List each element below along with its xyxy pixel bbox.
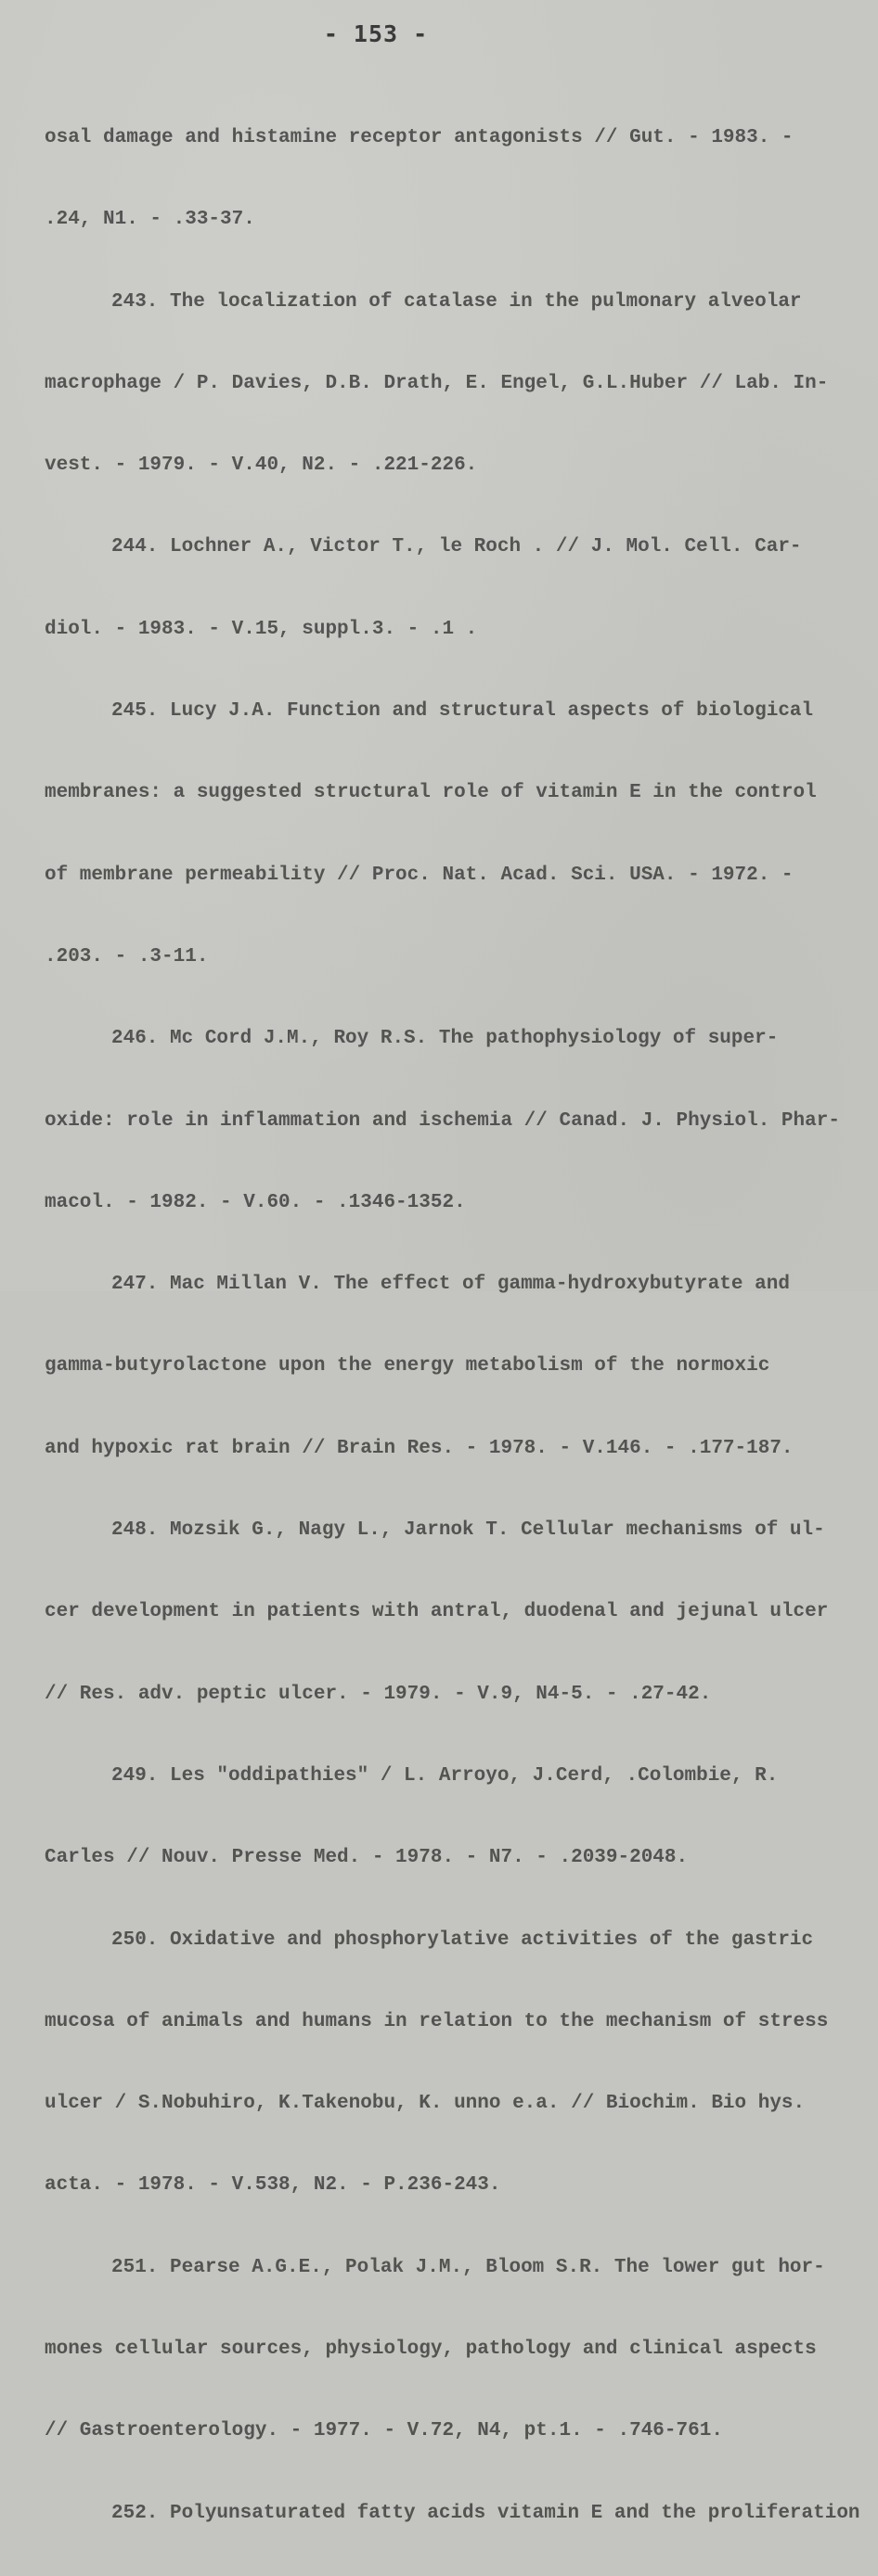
text-line: 246. Mc Cord J.M., Roy R.S. The pathophysiology of super- — [111, 1028, 779, 1050]
text-line: macrophage / P. Davies, D.B. Drath, E. Engel, G.L.Huber // Lab. In- — [45, 372, 829, 394]
text-line: 251. Pearse A.G.E., Polak J.M., Bloom S.R. The lower gut hor- — [111, 2256, 825, 2278]
page-number: - 153 - — [323, 20, 429, 47]
text-line: 244. Lochner A., Victor T., le Roch . // J. Mol. Cell. Car- — [111, 536, 802, 558]
text-line: // Gastroenterology. - 1977. - V.72, N4, pt.1. - .746-761. — [45, 2420, 723, 2442]
text-line: vest. - 1979. - V.40, N2. - .221-226. — [45, 455, 478, 477]
text-line: diol. - 1983. - V.15, suppl.3. - .1 . — [45, 618, 478, 640]
text-line: Carles // Nouv. Presse Med. - 1978. - N7. - .2039-2048. — [45, 1847, 689, 1869]
text-line: mucosa of animals and humans in relation to the mechanism of stress — [45, 2010, 829, 2032]
text-line: 248. Mozsik G., Nagy L., Jarnok T. Cellular mechanisms of ul- — [111, 1519, 825, 1542]
text-line: of membrane permeability // Proc. Nat. Acad. Sci. USA. - 1972. - — [45, 864, 794, 886]
text-line: 252. Polyunsaturated fatty acids vitamin E and the proliferation — [111, 2502, 860, 2524]
text-line: cer development in patients with antral, duodenal and jejunal ulcer — [45, 1601, 829, 1623]
text-line: mones cellular sources, physiology, pathology and clinical aspects — [45, 2339, 817, 2361]
text-line: membranes: a suggested structural role of vitamin E in the control — [45, 782, 817, 804]
text-line: .24, N1. - .33-37. — [45, 209, 255, 231]
text-line: ulcer / S.Nobuhiro, K.Takenobu, K. unno e.a. // Biochim. Bio hys. — [45, 2093, 806, 2115]
text-line: // Res. adv. peptic ulcer. - 1979. - V.9, N4-5. - .27-42. — [45, 1683, 712, 1705]
text-line: .203. - .3-11. — [45, 945, 209, 968]
bibliography-text — [45, 76, 860, 2576]
text-line: 243. The localization of catalase in the pulmonary alveolar — [111, 290, 802, 313]
text-line: osal damage and histamine receptor antagonists // Gut. - 1983. - — [45, 127, 794, 148]
text-line: acta. - 1978. - V.538, N2. - P.236-243. — [45, 2174, 501, 2197]
text-line: gamma-butyrolactone upon the energy metabolism of the normoxic — [45, 1355, 770, 1378]
text-line: 247. Mac Millan V. The effect of gamma-hydroxybutyrate and — [111, 1274, 790, 1296]
text-line: 249. Les "oddipathies" / L. Arroyo, J.Cerd, .Colombie, R. — [111, 1764, 779, 1787]
text-line: macol. - 1982. - V.60. - .1346-1352. — [45, 1191, 466, 1213]
text-line: 245. Lucy J.A. Function and structural aspects of biological — [111, 700, 814, 723]
text-line: and hypoxic rat brain // Brain Res. - 1978. - V.146. - .177-187. — [45, 1437, 794, 1459]
text-line: 250. Oxidative and phosphorylative activities of the gastric — [111, 1929, 814, 1951]
text-line: oxide: role in inflammation and ischemia // Canad. J. Physiol. Phar- — [45, 1109, 840, 1132]
